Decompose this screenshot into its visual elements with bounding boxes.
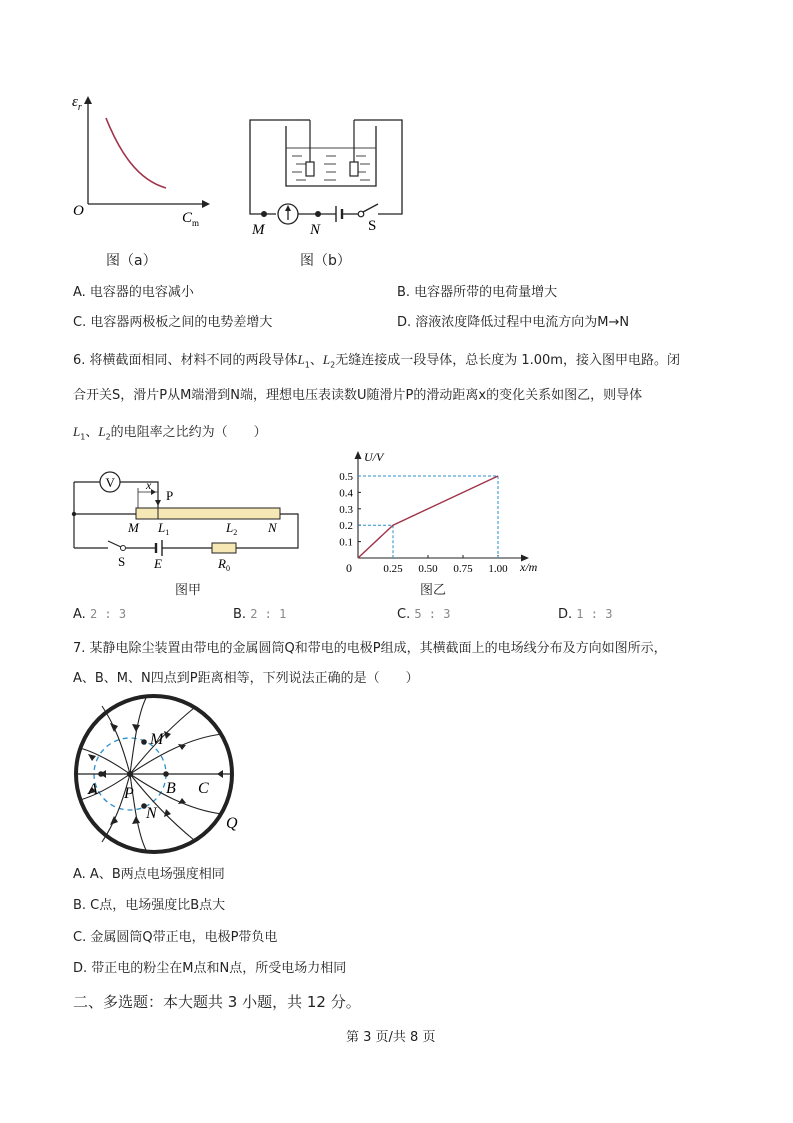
point-n-label: N xyxy=(146,805,157,822)
q6-circuit-diagram xyxy=(66,462,316,574)
figure-b-label-m: M xyxy=(252,222,265,237)
voltmeter-label: V xyxy=(105,475,115,490)
q5-option-b: B. 电容器所带的电荷量增大 xyxy=(397,285,558,300)
q6-option-b: B. 2 : 1 xyxy=(233,607,287,622)
slider-p-label: P xyxy=(166,488,174,503)
chart-y-tick-label: 0.1 xyxy=(339,536,353,549)
q7-option-a: A. A、B两点电场强度相同 xyxy=(73,867,225,882)
chart-x-tick-label: 0.75 xyxy=(453,563,473,575)
point-m-label: M xyxy=(150,731,164,748)
figure-a-graph xyxy=(68,88,228,238)
cylinder-q-label: Q xyxy=(226,815,238,832)
q5-option-a: A. 电容器的电容减小 xyxy=(73,285,194,300)
figure-a-y-label: $\varepsilon_r$ xyxy=(72,94,82,113)
figure-b-caption: 图（b） xyxy=(300,253,351,269)
rod-m-label: M xyxy=(128,520,139,535)
q7-option-b: B. C点，电场强度比B点大 xyxy=(73,898,226,913)
point-c-label: C xyxy=(198,780,209,797)
chart-origin-label: 0 xyxy=(346,561,352,575)
chart-y-tick-label: 0.3 xyxy=(339,503,353,516)
slider-x-label: x xyxy=(146,478,152,492)
section2-heading: 二、多选题：本大题共 3 小题，共 12 分。 xyxy=(73,993,361,1011)
q7-field-diagram xyxy=(72,694,252,854)
q6-option-d: D. 1 : 3 xyxy=(558,607,613,622)
figure-b-circuit xyxy=(240,112,410,237)
q5-option-d: D. 溶液浓度降低过程中电流方向为M→N xyxy=(397,315,630,330)
switch-s-label: S xyxy=(118,554,126,569)
q5-option-c: C. 电容器两极板之间的电势差增大 xyxy=(73,315,273,330)
q6-stem-line1: 6. 将横截面相同、材料不同的两段导体$L_1$、$L_2$无缝连接成一段导体，总长度为 1.00m，接入图甲电路。闭 xyxy=(73,352,680,370)
chart-y-tick-label: 0.4 xyxy=(339,487,353,500)
chart-x-tick-label: 0.50 xyxy=(418,563,438,575)
permittivity-curve xyxy=(106,118,166,188)
figure-a-x-label: $C_m$ xyxy=(182,210,200,228)
chart-y-axis-label: U/V xyxy=(364,450,384,464)
q7-option-c: C. 金属圆筒Q带正电，电极P带负电 xyxy=(73,930,278,945)
chart-caption: 图乙 xyxy=(420,583,447,598)
q6-option-c: C. 5 : 3 xyxy=(397,607,451,622)
figure-a-caption: 图（a） xyxy=(106,253,157,269)
q7-option-d: D. 带正电的粉尘在M点和N点，所受电场力相同 xyxy=(73,961,347,976)
chart-x-tick-label: 1.00 xyxy=(488,563,508,575)
resistor-r0-label: $R_0$ xyxy=(218,556,230,573)
point-p-label: P xyxy=(124,785,134,802)
point-b-label: B xyxy=(166,780,176,797)
figure-b-label-s: S xyxy=(368,218,377,234)
figure-a-origin: O xyxy=(73,203,84,219)
rod-l2-label: $L_2$ xyxy=(226,520,238,537)
q6-circuit-caption: 图甲 xyxy=(175,583,202,598)
q7-stem-line1: 7. 某静电除尘装置由带电的金属圆筒Q和带电的电极P组成，其横截面上的电场线分布及方向如图所示， xyxy=(73,641,667,656)
point-a-label: A xyxy=(88,781,98,798)
page-footer: 第 3 页/共 8 页 xyxy=(346,1030,436,1045)
q6-stem-line3: $L_1$、$L_2$的电阻率之比约为（ ） xyxy=(73,424,267,442)
rod-n-label: N xyxy=(268,520,277,535)
chart-y-tick-label: 0.5 xyxy=(339,471,353,483)
chart-y-tick-label: 0.2 xyxy=(339,520,353,533)
rod-l1-label: $L_1$ xyxy=(158,520,170,537)
q6-stem-line2: 合开关S，滑片P从M端滑到N端，理想电压表读数U随滑片P的滑动距离x的变化关系如图乙，则导体 xyxy=(73,388,643,403)
chart-x-tick-label: 0.25 xyxy=(383,563,403,575)
chart-x-axis-label: x/m xyxy=(520,560,538,574)
q6-option-a: A. 2 : 3 xyxy=(73,607,127,622)
battery-e-label: E xyxy=(154,556,162,571)
figure-b-label-n: N xyxy=(310,222,321,237)
q7-stem-line2: A、B、M、N四点到P距离相等，下列说法正确的是（ ） xyxy=(73,671,419,686)
q6-voltage-chart xyxy=(330,450,540,580)
chart-series-line xyxy=(358,476,498,558)
